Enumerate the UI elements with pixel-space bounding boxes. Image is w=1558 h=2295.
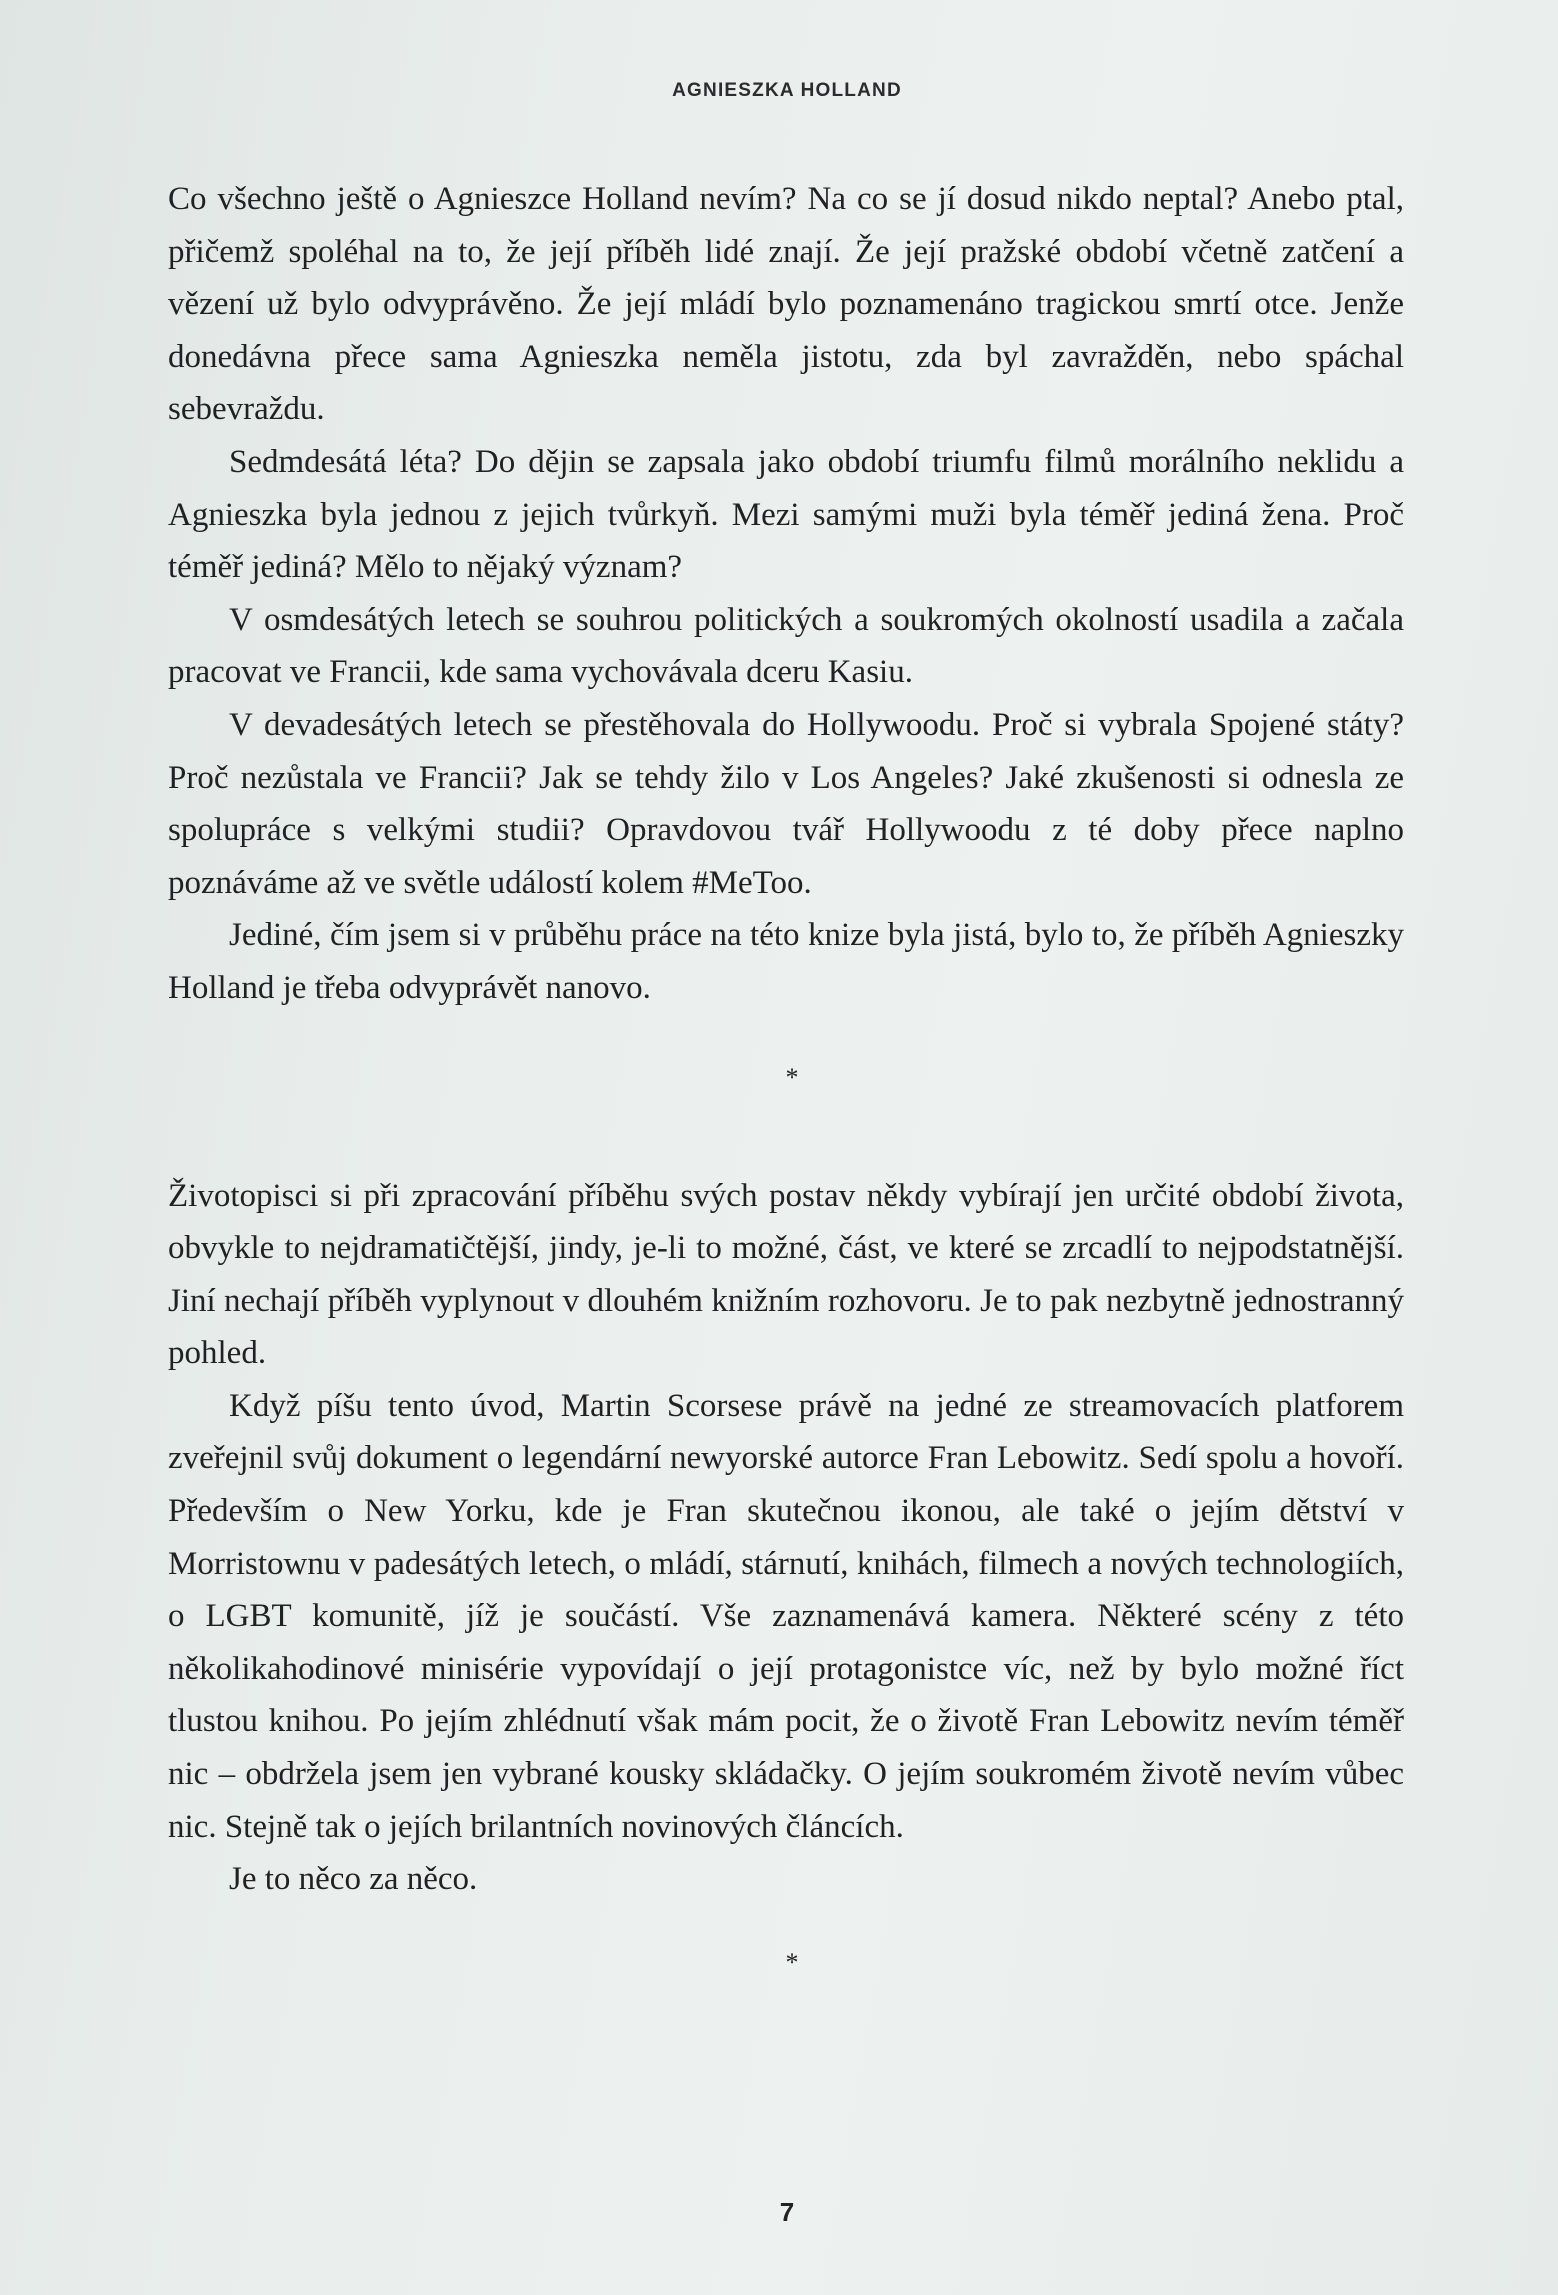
page-number: 7 — [779, 2197, 795, 2227]
paragraph: Co všechno ještě o Agnieszce Holland nevím? Na co se jí dosud nikdo neptal? Anebo ptal, přičemž spoléhal na to, že její příběh lidé znají. Že její pražské období včetně zatčení a vězení už bylo odvyprávěno. Že její mládí bylo poznamenáno tragickou smrtí otce. Jenže donedávna přece sama Agnieszka neměla jistotu, zda byl zavražděn, nebo spáchal sebevraždu. — [168, 181, 1404, 428]
paragraph: Životopisci si při zpracování příběhu svých postav někdy vybírají jen určité období života, obvykle to nejdramatičtější, jindy, je-li to možné, část, ve které se zrcadlí to nejpodstatnější. Jiní nechají příběh vyplynout v dlouhém knižním rozhovoru. Je to pak nezbytně jednostranný pohled. — [168, 1177, 1404, 1372]
paragraph: V devadesátých letech se přestěhovala do Hollywoodu. Proč si vybrala Spojené státy? Proč nezůstala ve Francii? Jak se tehdy žilo v Los Angeles? Jaké zkušenosti si odnesla ze spolupráce s velkými studii? Opravdovou tvář Hollywoodu z té doby přece naplno poznáváme až ve světle událostí kolem #MeToo. — [168, 706, 1404, 901]
section-separator: * — [785, 1062, 799, 1092]
section-2 — [168, 1170, 1404, 1906]
paragraph: Je to něco za něco. — [229, 1861, 478, 1898]
section-1 — [168, 173, 1404, 1015]
section-separator: * — [785, 1947, 799, 1977]
paragraph: Sedmdesátá léta? Do dějin se zapsala jako období triumfu filmů morálního neklidu a Agnieszka byla jednou z jejich tvůrkyň. Mezi samými muži byla téměř jediná žena. Proč téměř jediná? Mělo to nějaký význam? — [168, 443, 1404, 586]
body-text — [168, 173, 1404, 1976]
paragraph: V osmdesátých letech se souhrou politických a soukromých okolností usadila a začala pracovat ve Francii, kde sama vychovávala dceru Kasiu. — [168, 601, 1404, 691]
running-head: AGNIESZKA HOLLAND — [672, 80, 902, 101]
paragraph: Když píšu tento úvod, Martin Scorsese právě na jedné ze streamovacích platforem zveřejnil svůj dokument o legendární newyorské autorce Fran Lebowitz. Sedí spolu a hovoří. Především o New Yorku, kde je Fran skutečnou ikonou, ale také o jejím dětství v Morristownu v padesátých letech, o mládí, stárnutí, knihách, filmech a nových technologiích, o LGBT komunitě, jíž je součástí. Vše zaznamenává kamera. Některé scény z této několikahodinové minisérie vypovídají o její protagonistce víc, než by bylo možné říct tlustou knihou. Po jejím zhlédnutí však mám pocit, že o životě Fran Lebowitz nevím téměř nic – obdržela jsem jen vybrané kousky skládačky. O jejím soukromém životě nevím vůbec nic. Stejně tak o jejích brilantních novinových článcích. — [168, 1387, 1404, 1845]
paragraph: Jediné, čím jsem si v průběhu práce na této knize byla jistá, bylo to, že příběh Agnieszky Holland je třeba odvyprávět nanovo. — [168, 917, 1404, 1006]
